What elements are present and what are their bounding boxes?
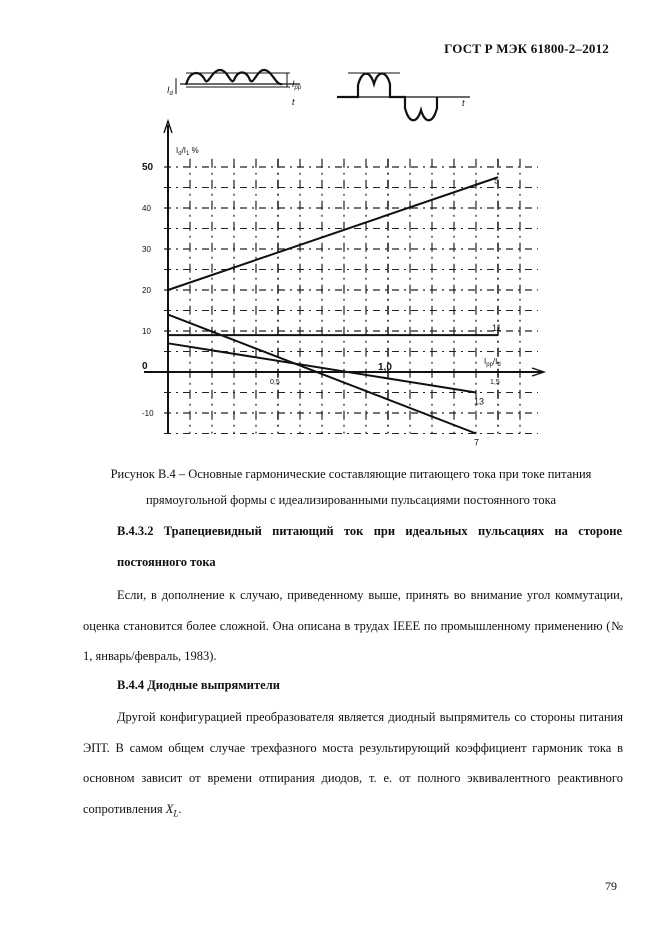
id-label: $I_d$ [167,85,173,97]
y-tick-label: 50 [142,162,154,173]
y-tick-label: 10 [142,327,151,336]
series-label-13: 13 [474,396,485,407]
ripple-trace [186,70,282,85]
x-tick-label: 1,5 [490,379,500,386]
harmonics-figure [0,0,661,460]
x-axis-title: $I_{pp}/I_d$ [484,357,501,368]
series-line-5 [168,177,498,290]
y-tick-label: 40 [142,204,151,213]
section-heading-b432: В.4.3.2 Трапециевидный питающий ток при идеальных пульсациях на стороне [117,524,622,538]
ipp-label: $I_{pp}$ [292,79,302,91]
document-header: ГОСТ Р МЭК 61800-2–2012 [444,41,609,56]
y-axis-title: $I_d/I_1$ % [176,146,199,157]
chart-series [168,177,498,433]
right-time-label: t [462,98,465,108]
chart-labels [176,146,501,448]
ripple-waveform [167,70,302,107]
section-heading-b432-cont: постоянного тока [117,555,216,569]
left-time-label: t [292,97,295,107]
series-label-11: 11 [492,323,502,334]
x-tick-label: 0,5 [270,379,280,386]
rectangular-waveform [337,73,470,120]
paragraph-diode-text: Другой конфигурацией преобразователя является диодный выпрямитель со стороны питания ЭПТ. В самом общем случае трехфазного моста результирующий коэффициент гармоник тока в основном зависит от времени отпирания диодов, т. е. от полного эквивалентного реактивного сопротивления [83,710,623,816]
y-tick-label: 0 [142,361,148,372]
figure-caption [76,461,626,513]
y-tick-label: -10 [142,409,154,418]
page-number: 79 [605,879,617,893]
paragraph-commutation: Если, в дополнение к случаю, приведенному выше, принять во внимание угол коммутации, оценка становится более сложной. Она описана в трудах IEEE по промышленному применению (№ 1, январь/февраль, 1983). [83,588,623,663]
y-tick-label: 30 [142,245,151,254]
paragraph-diode-rectifier: Другой конфигурацией преобразователя является диодный выпрямитель со стороны питания ЭПТ. В самом общем случае трехфазного моста результирующий коэффициент гармоник тока в основном зависит от времени отпирания диодов, т. е. от полного эквивалентного реактивного сопротивления $X_L$. [83,710,623,818]
series-label-7: 7 [474,437,480,448]
reactance-symbol: $X_L$ [165,801,179,818]
series-label-5: 5 [494,175,500,186]
caption-line-1: Рисунок В.4 – Основные гармонические составляющие питающего тока при токе питания [110,467,592,481]
section-heading-b44: В.4.4 Диодные выпрямители [117,678,280,692]
x-tick-label: 1,0 [378,362,392,373]
caption-line-2: прямоугольной формы с идеализированными пульсациями постоянного тока [145,493,557,507]
chart-grid [164,159,538,434]
y-tick-label: 20 [142,286,151,295]
